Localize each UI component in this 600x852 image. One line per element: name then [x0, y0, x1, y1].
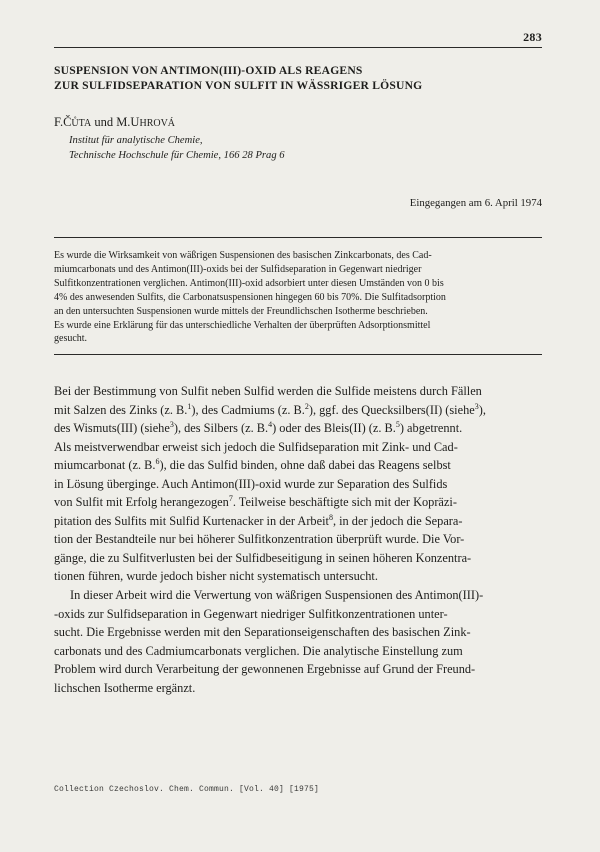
reference-superscript: 3: [474, 401, 479, 411]
body-text-segment: . Teilweise beschäftigte sich mit der Kopräzi-: [232, 495, 457, 510]
reference-superscript: 3: [169, 420, 174, 430]
reference-superscript: 8: [328, 512, 333, 522]
body-text-segment: ), des Cadmiums (z. B.: [191, 402, 305, 417]
title-line-1: SUSPENSION VON ANTIMON(III)-OXID ALS REAGENS: [54, 64, 363, 77]
body-line: [54, 493, 542, 512]
body-line: [54, 382, 542, 401]
reference-superscript: 6: [155, 457, 160, 467]
body-text-segment: miumcarbonat (z. B.: [54, 458, 156, 473]
body-line: [54, 401, 542, 420]
body-text-segment: mit Salzen des Zinks (z. B.: [54, 402, 188, 417]
footer-citation: Collection Czechoslov. Chem. Commun. [Vol. 40] [1975]: [54, 785, 320, 794]
body-text-segment: tion der Bestandteile nur bei höherer Sulfitkonzentration überprüft wurde. Die Vor-: [54, 532, 465, 547]
authors: F.ČŮTA und M.UHROVÁ: [54, 115, 176, 129]
body-text-segment: ), die das Sulfid binden, ohne daß dabei das Reagens selbst: [159, 458, 451, 473]
abstract-line: an den untersuchten Suspensionen wurde mittels der Freundlichschen Isotherme beschrieben.: [54, 305, 428, 317]
reference-superscript: 5: [395, 420, 400, 430]
abstract-rule-top: [54, 237, 542, 238]
abstract-line: Es wurde eine Erklärung für das unterschiedliche Verhalten der überprüften Adsorptionsmittel: [54, 319, 431, 331]
reference-superscript: 2: [304, 401, 309, 411]
body-text-segment: Als meistverwendbar erweist sich jedoch die Sulfidseparation mit Zink- und Cad-: [54, 439, 458, 454]
body-line: lichschen Isotherme ergänzt.: [54, 680, 196, 695]
body-text-segment: von Sulfit mit Erfolg herangezogen: [54, 495, 229, 510]
body-text-segment: pitation des Sulfits mit Sulfid Kurtenacker in der Arbeit: [54, 513, 329, 528]
body-text-segment: tionen führen, wurde jedoch bisher nicht systematisch untersucht.: [54, 569, 378, 584]
body-text-segment: ),: [478, 402, 486, 417]
body-line: [54, 530, 542, 549]
abstract-line: gesucht.: [54, 333, 88, 345]
abstract-line: Sulfitkonzentrationen verglichen. Antimon(III)-oxid adsorbiert unter diesen Umständen von 0 bis: [54, 277, 444, 289]
body-line: [54, 438, 542, 457]
article-title: [54, 63, 542, 93]
abstract: [54, 249, 542, 346]
affiliation-line-1: Institut für analytische Chemie,: [69, 135, 203, 146]
body-line: sucht. Die Ergebnisse werden mit den Separationseigenschaften des basischen Zink-: [54, 625, 471, 640]
body-text-segment: ) oder des Bleis(II) (z. B.: [272, 421, 396, 436]
body-text-segment: gänge, die zu Sulfitverlusten bei der Sulfidbeseitigung in seinen höheren Konzentra-: [54, 550, 472, 565]
body-line: In dieser Arbeit wird die Verwertung von wäßrigen Suspensionen des Antimon(III)-: [70, 588, 484, 603]
reference-superscript: 4: [268, 420, 273, 430]
affiliation: [69, 133, 285, 163]
body-line: -oxids zur Sulfidseparation in Gegenwart niedriger Sulfitkonzentrationen unter-: [54, 606, 448, 621]
abstract-line: miumcarbonats und des Antimon(III)-oxids bei der Sulfidseparation in Gegenwart niedriger: [54, 263, 422, 275]
title-line-2: ZUR SULFIDSEPARATION VON SULFIT IN WÄSSRIGER LÖSUNG: [54, 79, 423, 92]
body-line: [54, 419, 542, 438]
body-text-segment: in Lösung überginge. Auch Antimon(III)-oxid wurde zur Separation des Sulfids: [54, 476, 448, 491]
body-line: Problem wird durch Verarbeitung der gewonnenen Ergebnisse auf Grund der Freund-: [54, 662, 476, 677]
body-text-segment: ) abgetrennt.: [399, 421, 463, 436]
body-text-segment: Bei der Bestimmung von Sulfit neben Sulfid werden die Sulfide meistens durch Fällen: [54, 384, 482, 398]
body-line: [54, 475, 542, 494]
body-text-segment: , in der jedoch die Separa-: [332, 513, 463, 528]
header-rule: [54, 47, 542, 48]
paragraph-1: [54, 382, 542, 586]
body-text-segment: ), des Silbers (z. B.: [173, 421, 269, 436]
body-line: [54, 549, 542, 568]
abstract-line: 4% des anwesenden Sulfits, die Carbonatsuspensionen hingegen 60 bis 70%. Die Sulfitadsorption: [54, 291, 446, 303]
body-line: carbonats und des Cadmiumcarbonats verglichen. Die analytische Einstellung zum: [54, 643, 463, 658]
page-number: 283: [523, 30, 542, 44]
body-line: [54, 512, 542, 531]
abstract-rule-bottom: [54, 354, 542, 355]
abstract-line: Es wurde die Wirksamkeit von wäßrigen Suspensionen des basischen Zinkcarbonats, des Cad-: [54, 250, 432, 261]
body-text-segment: des Wismuts(III) (siehe: [54, 421, 170, 436]
body-text-segment: ), ggf. des Quecksilbers(II) (siehe: [308, 402, 475, 417]
body-line: [54, 567, 542, 586]
reference-superscript: 1: [187, 401, 192, 411]
paragraph-2: [54, 586, 542, 697]
body-text: [54, 382, 542, 697]
received-date: Eingegangen am 6. April 1974: [409, 197, 542, 209]
reference-superscript: 7: [228, 494, 233, 504]
body-line: [54, 456, 542, 475]
affiliation-line-2: Technische Hochschule für Chemie, 166 28 Prag 6: [69, 150, 285, 161]
